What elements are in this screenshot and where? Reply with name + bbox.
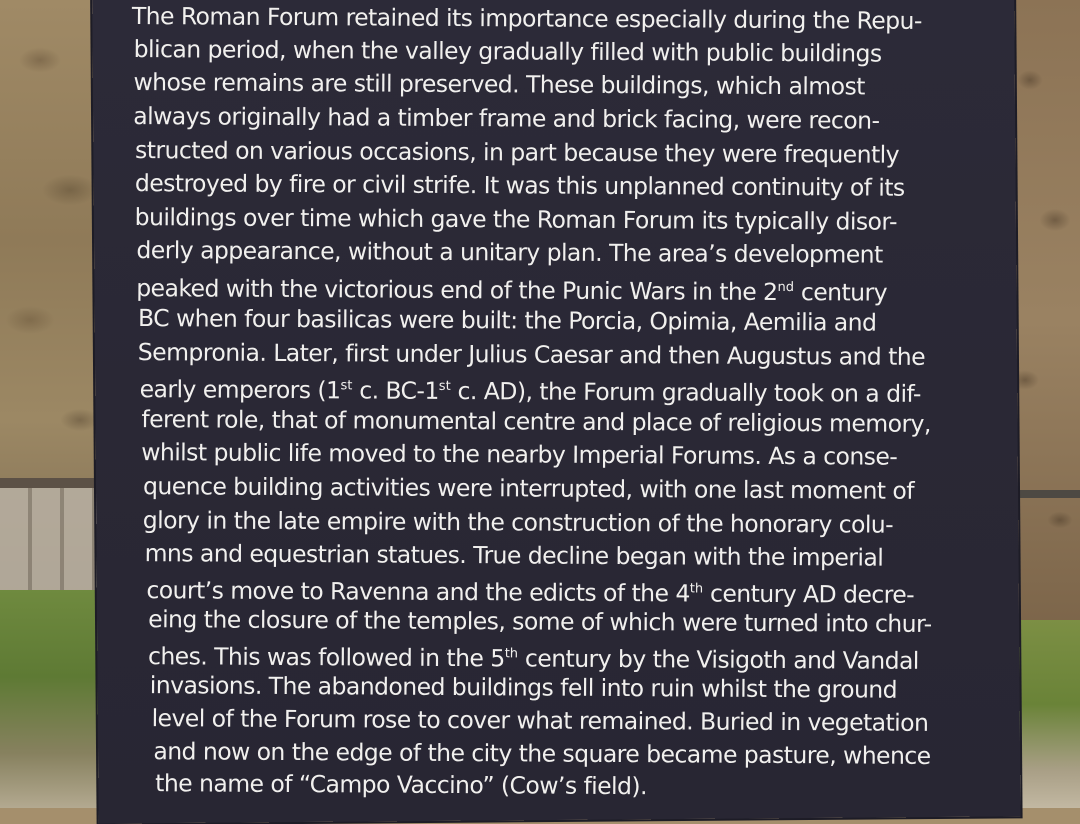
text-line: ferent role, that of monumental centre and place of religious memory, xyxy=(141,405,931,438)
text-line: blican period, when the valley gradually filled with public buildings xyxy=(133,35,882,68)
text-line: Sempronia. Later, first under Julius Caesar and then Augustus and the xyxy=(137,338,926,371)
text-line: quence building activities were interrupted, with one last moment of xyxy=(142,472,915,505)
text-line: eing the closure of the temples, some of which were turned into chur- xyxy=(148,605,932,638)
text-line: peaked with the victorious end of the Punic Wars in the 2nd century xyxy=(136,274,888,307)
text-line: invasions. The abandoned buildings fell into ruin whilst the ground xyxy=(149,671,898,704)
text-line: The Roman Forum retained its importance especially during the Repu- xyxy=(131,2,922,35)
text-line: buildings over time which gave the Roman Forum its typically disor- xyxy=(134,203,898,236)
text-line: mns and equestrian statues. True decline began with the imperial xyxy=(144,539,884,572)
text-line: structed on various occasions, in part because they were frequently xyxy=(134,136,900,169)
text-line: whilst public life moved to the nearby Imperial Forums. As a conse- xyxy=(141,438,898,471)
text-line: derly appearance, without a unitary plan. The area’s development xyxy=(136,236,883,269)
text-line: destroyed by fire or civil strife. It was this unplanned continuity of its xyxy=(134,169,905,202)
text-line: glory in the late empire with the construction of the honorary colu- xyxy=(142,506,894,539)
plaque-text xyxy=(125,0,960,813)
text-line: early emperors (1st c. BC-1st c. AD), the Forum gradually took on a dif- xyxy=(139,375,921,408)
text-line: the name of “Campo Vaccino” (Cow’s field). xyxy=(155,769,648,801)
text-line: and now on the edge of the city the square became pasture, whence xyxy=(153,737,931,770)
text-line: always originally had a timber frame and brick facing, were recon- xyxy=(133,102,880,135)
text-line: ches. This was followed in the 5th century by the Visigoth and Vandal xyxy=(147,642,919,675)
text-line: whose remains are still preserved. These buildings, which almost xyxy=(133,68,865,101)
text-line: level of the Forum rose to cover what remained. Buried in vegetation xyxy=(151,704,929,737)
text-line: BC when four basilicas were built: the Porcia, Opimia, Aemilia and xyxy=(137,304,877,337)
text-line: court’s move to Ravenna and the edicts of the 4th century AD decre- xyxy=(146,576,915,609)
